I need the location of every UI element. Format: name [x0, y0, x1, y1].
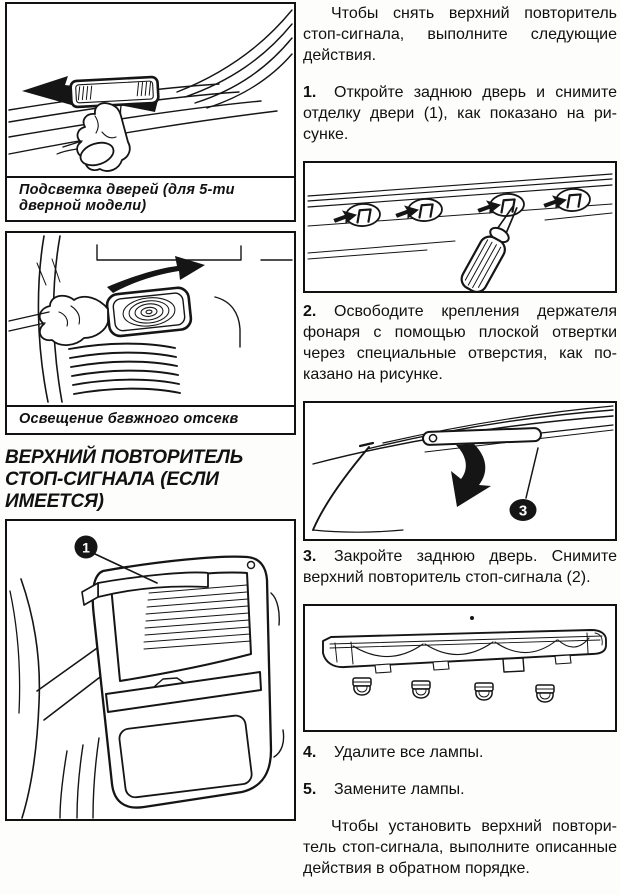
step-number: 4. — [303, 744, 317, 761]
bulb — [475, 683, 493, 700]
step-number: 1. — [303, 84, 317, 101]
bulb — [353, 678, 371, 695]
stop-lamp-bar — [423, 428, 541, 445]
step-number: 2. — [303, 303, 317, 320]
figure-door-light — [5, 2, 296, 222]
lamp-assembly-illustration — [305, 606, 615, 730]
step-5 — [303, 779, 617, 800]
remove-direction-arrow-icon — [107, 256, 205, 293]
dome-lamp — [70, 77, 158, 108]
figure-tailgate — [5, 519, 296, 821]
right-column — [303, 0, 617, 895]
step-4 — [303, 742, 617, 763]
section-heading: ВЕРХНИЙ ПОВТОРИТЕЛЬ СТОП-СИГНАЛА (ЕСЛИ ИМЕЕТСЯ) — [5, 447, 244, 512]
pillar-line — [313, 447, 369, 530]
step-number: 3. — [303, 548, 317, 565]
vent-grille — [69, 344, 180, 394]
step-number: 5. — [303, 781, 317, 798]
outro-paragraph: Чтобы установить верхний повторитель стоп-сигнала, выполните описанные действия в обратном порядке. — [303, 818, 617, 877]
figure-release-clips — [303, 161, 617, 293]
step-text: Закройте заднюю дверь. Снимите верхний повторитель стоп-сигнала (2). — [303, 548, 617, 586]
step-text: Замените лампы. — [334, 781, 465, 798]
tailgate-illustration — [7, 521, 290, 819]
release-clips-illustration — [305, 163, 615, 291]
step-3 — [303, 546, 617, 588]
cargo-lamp — [106, 287, 192, 337]
door-light-illustration — [7, 4, 294, 176]
figure-cargo-light — [5, 231, 296, 435]
left-column — [5, 2, 296, 821]
cargo-light-illustration — [7, 233, 294, 405]
bulb — [536, 685, 554, 702]
figure-lamp-assembly — [303, 604, 617, 732]
hand — [9, 296, 108, 345]
pull-down-arrow-icon — [451, 444, 491, 507]
body-side-lines — [10, 579, 104, 818]
remove-lamp-illustration — [305, 403, 615, 539]
step-1 — [303, 82, 617, 145]
step-text: Удалите все лампы. — [334, 744, 484, 761]
hand — [57, 103, 130, 171]
intro-paragraph: Чтобы снять верхний повторитель стоп-сигнала, выполните следующие действия. — [303, 5, 617, 64]
step-text: Освободите крепления держателя фонаря с помощью плоской отвертки через специальные отверстия, как показано на рисунке. — [303, 303, 617, 383]
figure-caption: Освещение бгвжного отсекв — [7, 405, 294, 433]
figure-remove-lamp — [303, 401, 617, 541]
step-2 — [303, 301, 617, 385]
bulb — [412, 681, 430, 698]
callout-3-badge — [510, 499, 537, 521]
callout-1-label: 1 — [82, 539, 90, 556]
callout-leader — [526, 448, 538, 498]
callout-1-badge — [75, 536, 98, 559]
callout-3-label: 3 — [518, 502, 528, 520]
figure-caption: Подсветка дверей (для 5-ти дверной модели) — [7, 176, 294, 220]
step-text: Откройте заднюю дверь и снимите отделку двери (1), как показано на рисунке. — [303, 84, 617, 143]
